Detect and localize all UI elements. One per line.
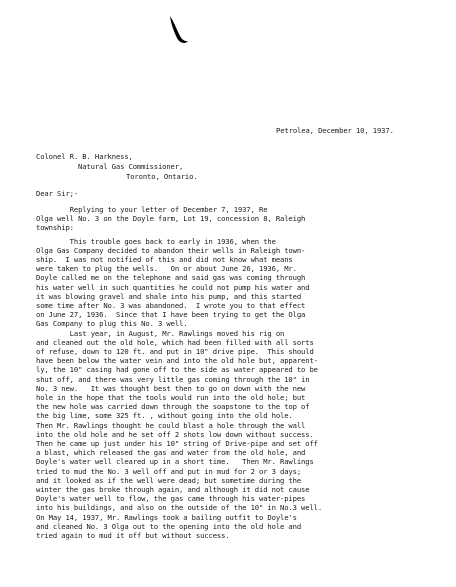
body-line: hole in the hope that the tools would run into the old hole; but xyxy=(36,393,306,402)
body-line: On May 14, 1937, Mr. Rawlings took a bailing outfit to Doyle's xyxy=(36,512,297,522)
body-line: Gas Company to plug this No. 3 well. xyxy=(36,319,188,329)
body-line: and it looked as if the well were dead; but sometime during the xyxy=(36,475,302,485)
body-line: it was blowing gravel and shale into his pump, and this started xyxy=(36,291,302,301)
body-line: Last year, in August, Mr. Rawlings moved his rig on xyxy=(36,328,285,338)
body-line: Doyle's water well to flow, the gas came through his water-pipes xyxy=(36,494,306,504)
body-line: have been below the water vein and into the old hole but, apparent- xyxy=(36,356,318,366)
salutation: Dear Sir;- xyxy=(36,189,79,198)
body-line: winter the gas broke through again, and although it did not cause xyxy=(36,485,310,494)
body-line: into his buildings, and also on the outside of the 10" in No.3 well. xyxy=(36,503,323,513)
body-line: a blast, which released the gas and water from the old hole, and xyxy=(36,448,306,458)
body-line: on June 27, 1936. Since that I have been trying to get the Olga xyxy=(36,310,306,320)
body-line: the big lime, some 325 ft. , without going into the old hole. xyxy=(36,411,293,421)
recipient-title: Natural Gas Commissioner, xyxy=(78,162,184,171)
body-line: Doyle's water well cleared up in a short time. Then Mr. Rawlings xyxy=(36,457,314,467)
body-line: Then Mr. Rawlings thought he could blast a hole through the wall xyxy=(36,420,306,430)
body-line: Olga well No. 3 on the Doyle farm, Lot 19, concession 8, Raleigh xyxy=(36,214,306,224)
body-line: Doyle called me on the telephone and said gas was coming through xyxy=(36,273,306,283)
body-line: This trouble goes back to early in 1936, when the xyxy=(36,236,276,246)
body-line: shut off, and there was very little gas coming through the 10" in xyxy=(36,374,310,384)
body-line: ly, the 10" casing had gone off to the side as water appeared to be xyxy=(36,365,318,375)
body-line: were taken to plug the wells. On or about June 26, 1936, Mr. xyxy=(36,264,297,274)
body-line: township: xyxy=(36,223,74,233)
body-line: No. 3 new. It was thought best then to go on down with the new xyxy=(36,383,306,393)
body-line: Replying to your letter of December 7, 1937, Re xyxy=(36,205,268,214)
body-line: of refuse, down to 120 ft. and put in 10" drive pipe. This should xyxy=(36,347,314,356)
body-line: and cleaned No. 3 Olga out to the opening into the old hole and xyxy=(36,521,302,531)
body-line: tried again to mud it off but without success. xyxy=(36,531,230,540)
recipient-name: Colonel R. B. Harkness, xyxy=(36,152,133,161)
recipient-city: Toronto, Ontario. xyxy=(126,172,198,181)
body-line: ship. I was not notified of this and did not know what means xyxy=(36,255,293,264)
body-line: some time after No. 3 was abandoned. I wrote you to that effect xyxy=(36,301,306,310)
body-line: and cleaned out the old hole, which had been filled with all sorts xyxy=(36,337,314,347)
ink-mark xyxy=(168,14,190,46)
dateline: Petrolea, December 10, 1937. xyxy=(276,126,394,135)
body-line: the new hole was carried down through the soapstone to the top of xyxy=(36,402,310,412)
body-line: into the old hole and he set off 2 shots low down without success. xyxy=(36,429,314,439)
body-line: tried to mud the No. 3 well off and put in mud for 2 or 3 days; xyxy=(36,466,302,476)
body-line: Olga Gas Company decided to abandon their wells in Raleigh town- xyxy=(36,245,306,255)
body-line: Then he came up just under his 10" string of Drive-pipe and set off xyxy=(36,439,318,448)
body-line: his water well in such quantities he could not pump his water and xyxy=(36,282,310,292)
